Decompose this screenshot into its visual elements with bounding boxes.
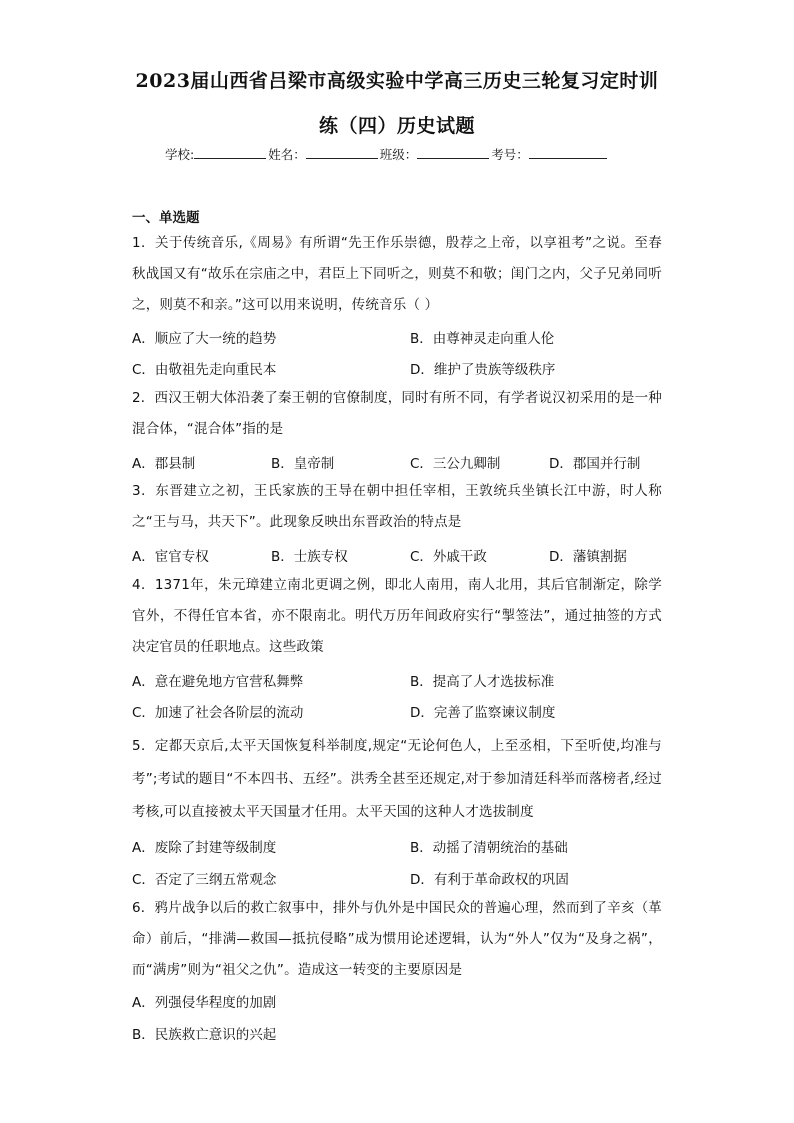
exam-title-line2: 练（四）历史试题 bbox=[318, 115, 475, 137]
school-label: 学校: bbox=[165, 147, 195, 162]
exam-title-line1: 2023届山西省吕梁市高级实验中学高三历史三轮复习定时训 bbox=[135, 70, 659, 92]
answer-option[interactable]: B．民族救亡意识的兴起 bbox=[132, 1027, 277, 1043]
answer-option[interactable]: C．三公九卿制 bbox=[410, 456, 501, 472]
answer-option[interactable]: B．提高了人才选拔标准 bbox=[410, 674, 555, 690]
answer-option[interactable]: B．皇帝制 bbox=[271, 456, 335, 472]
answer-option[interactable]: A．顺应了大一统的趋势 bbox=[132, 331, 277, 347]
answer-option[interactable]: B．士族专权 bbox=[271, 549, 348, 565]
question-stem: 2．西汉王朝大体沿袭了秦王朝的官僚制度，同时有所不同，有学者说汉初采用的是一种混合体，“混合体”指的是 bbox=[132, 390, 662, 437]
school-field[interactable] bbox=[194, 144, 266, 159]
name-field[interactable] bbox=[306, 144, 378, 159]
question-stem: 1．关于传统音乐,《周易》有所谓“先王作乐崇德，殷荐之上帝，以享祖考”之说。至春秋战国又有“故乐在宗庙之中，君臣上下同听之，则莫不和敬；闺门之内，父子兄弟同听之，则莫不和亲。”这可以用来说明，传统音乐（ ） bbox=[132, 235, 662, 313]
number-field[interactable] bbox=[529, 144, 607, 159]
student-info-row bbox=[165, 144, 609, 163]
answer-option[interactable]: C．加速了社会各阶层的流动 bbox=[132, 705, 304, 721]
answer-option[interactable]: D．藩镇割据 bbox=[549, 549, 627, 565]
question-stem: 4．1371年，朱元璋建立南北更调之例，即北人南用，南人北用，其后官制渐定，除学官外，不得任官本省，亦不限南北。明代万历年间政府实行“掣签法”，通过抽签的方式决定官员的任职地点。这些政策 bbox=[132, 577, 662, 655]
answer-option[interactable]: A．废除了封建等级制度 bbox=[132, 840, 277, 856]
class-field[interactable] bbox=[417, 144, 489, 159]
question-stem: 6．鸦片战争以后的救亡叙事中，排外与仇外是中国民众的普遍心理，然而到了辛亥（革命）前后，“排满—救国—抵抗侵略”成为惯用论述逻辑，认为“外人”仅为“及身之祸”，而“满虏”则为“祖父之仇”。造成这一转变的主要原因是 bbox=[132, 900, 662, 978]
answer-option[interactable]: D．完善了监察谏议制度 bbox=[410, 705, 556, 721]
class-label: 班级： bbox=[379, 147, 418, 162]
answer-option[interactable]: C．否定了三纲五常观念 bbox=[132, 872, 277, 888]
answer-option[interactable]: C．由敬祖先走向重民本 bbox=[132, 362, 277, 378]
question-stem: 5．定都天京后,太平天国恢复科举制度,规定“无论何色人，上至丞相，下至听使,均准与考”;考试的题目“不本四书、五经”。洪秀全甚至还规定,对于参加清廷科举而落榜者,经过考核,可以直接被太平天国量才任用。太平天国的这种人才选拔制度 bbox=[132, 738, 662, 820]
answer-option[interactable]: D．有利于革命政权的巩固 bbox=[410, 872, 569, 888]
answer-option[interactable]: A．意在避免地方官营私舞弊 bbox=[132, 674, 304, 690]
answer-option[interactable]: A．郡县制 bbox=[132, 456, 196, 472]
section-heading: 一、单选题 bbox=[132, 210, 200, 226]
answer-option[interactable]: D．维护了贵族等级秩序 bbox=[410, 362, 556, 378]
answer-option[interactable]: D．郡国并行制 bbox=[549, 456, 641, 472]
number-label: 考号： bbox=[491, 147, 529, 162]
answer-option[interactable]: C．外戚干政 bbox=[410, 549, 487, 565]
answer-option[interactable]: B．由尊神灵走向重人伦 bbox=[410, 331, 555, 347]
answer-option[interactable]: A．宦官专权 bbox=[132, 549, 209, 565]
question-stem: 3．东晋建立之初，王氏家族的王导在朝中担任宰相，王敦统兵坐镇长江中游，时人称之“王与马，共天下”。此现象反映出东晋政治的特点是 bbox=[132, 483, 662, 530]
name-label: 姓名： bbox=[268, 147, 306, 162]
answer-option[interactable]: B．动摇了清朝统治的基础 bbox=[410, 840, 568, 856]
answer-option[interactable]: A．列强侵华程度的加剧 bbox=[132, 995, 277, 1011]
